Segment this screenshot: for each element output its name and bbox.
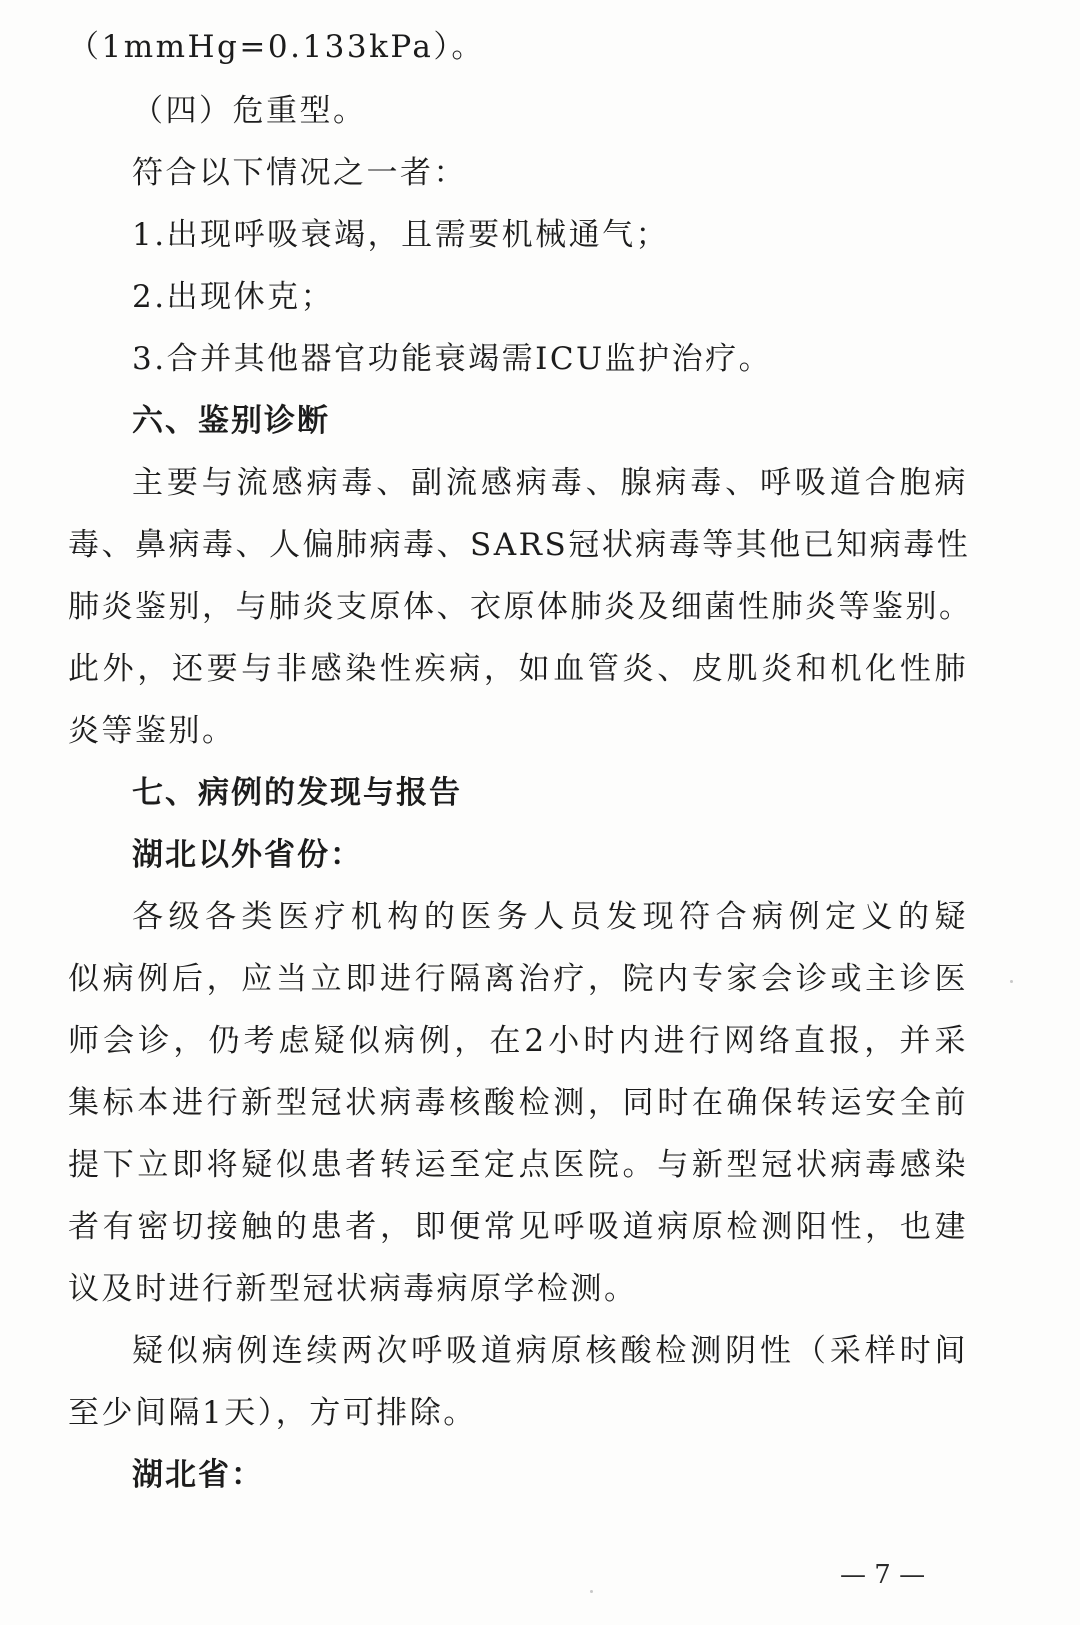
criterion-1: 1.出现呼吸衰竭，且需要机械通气；	[132, 217, 670, 253]
paragraph-line: 集标本进行新型冠状病毒核酸检测，同时在确保转运安全前	[68, 1085, 968, 1121]
criterion-3: 3.合并其他器官功能衰竭需ICU监护治疗。	[132, 341, 773, 377]
section-6-heading: 六、鉴别诊断	[132, 403, 330, 439]
paragraph-line: 议及时进行新型冠状病毒病原学检测。	[68, 1271, 638, 1307]
page-number: — 7 —	[840, 1560, 926, 1590]
paragraph-line: 提下立即将疑似患者转运至定点医院。与新型冠状病毒感染	[68, 1147, 968, 1183]
paragraph-line: 此外，还要与非感染性疾病，如血管炎、皮肌炎和机化性肺	[68, 651, 968, 687]
section-7-heading: 七、病例的发现与报告	[132, 775, 462, 811]
paragraph-line: 各级各类医疗机构的医务人员发现符合病例定义的疑	[132, 899, 968, 935]
paragraph-line: 师会诊，仍考虑疑似病例，在2小时内进行网络直报，并采	[68, 1023, 968, 1059]
scan-speck	[1010, 980, 1013, 983]
paragraph-line: 疑似病例连续两次呼吸道病原核酸检测阴性（采样时间	[132, 1333, 968, 1369]
criterion-2: 2.出现休克；	[132, 279, 335, 315]
subheading-outside-hubei: 湖北以外省份：	[132, 837, 363, 873]
paragraph-line: 主要与流感病毒、副流感病毒、腺病毒、呼吸道合胞病	[132, 465, 968, 501]
paragraph-line: 毒、鼻病毒、人偏肺病毒、SARS冠状病毒等其他已知病毒性	[68, 527, 971, 563]
paragraph-line: 肺炎鉴别，与肺炎支原体、衣原体肺炎及细菌性肺炎等鉴别。	[68, 589, 973, 625]
scan-speck	[590, 1590, 593, 1593]
subheading-hubei: 湖北省：	[132, 1457, 264, 1493]
criteria-intro: 符合以下情况之一者：	[132, 155, 467, 191]
paragraph-line: 似病例后，应当立即进行隔离治疗，院内专家会诊或主诊医	[68, 961, 968, 997]
paragraph-line: 炎等鉴别。	[68, 713, 236, 749]
critical-type-heading: （四）危重型。	[132, 93, 367, 129]
pressure-unit-note: （1mmHg=0.133kPa）。	[68, 29, 485, 65]
paragraph-line: 至少间隔1天），方可排除。	[68, 1395, 477, 1431]
paragraph-line: 者有密切接触的患者，即便常见呼吸道病原检测阳性，也建	[68, 1209, 968, 1245]
